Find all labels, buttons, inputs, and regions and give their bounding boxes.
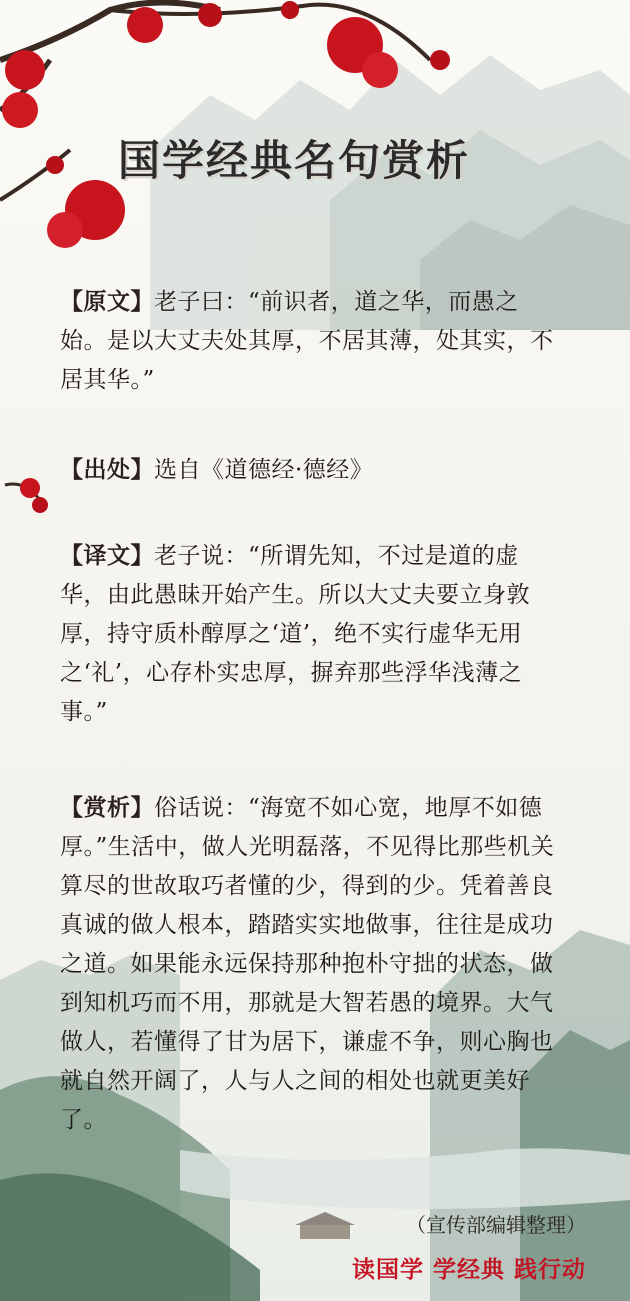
section-label: 【原文】 xyxy=(60,288,154,315)
section-body: 选自《道德经·德经》 xyxy=(154,457,374,483)
section-body: 老子曰：“前识者，道之华，而愚之始。是以大丈夫处其厚，不居其薄，处其实，不居其华。” xyxy=(60,289,554,393)
section-body: 俗话说：“海宽不如心宽，地厚不如德厚。”生活中，做人光明磊落，不见得比那些机关算尽的世故取巧者懂的少，得到的少。凭着善良真诚的做人根本，踏踏实实地做事，往往是成功之道。如果能永远保持那种抱朴守拙的状态，做到知机巧而不用，那就是大智若愚的境界。大气做人，若懂得了甘为居下，谦虚不争，则心胸也就自然开阔了，人与人之间的相处也就更美好了。 xyxy=(60,795,555,1133)
section-original-text xyxy=(60,282,565,400)
section-source xyxy=(60,450,565,490)
section-body: 老子说：“所谓先知，不过是道的虚华，由此愚昧开始产生。所以大丈夫要立身敦厚，持守质朴醇厚之‘道’，绝不实行虚华无用之‘礼’，心存朴实忠厚，摒弃那些浮华浅薄之事。” xyxy=(60,543,530,725)
section-label: 【出处】 xyxy=(60,456,154,483)
page-title: 国学经典名句赏析 xyxy=(118,136,471,185)
slogan: 读国学 学经典 践行动 xyxy=(351,1257,586,1283)
editor-credit: （宣传部编辑整理） xyxy=(406,1213,586,1237)
section-label: 【赏析】 xyxy=(60,794,154,821)
section-translation xyxy=(60,536,565,732)
section-appreciation xyxy=(60,788,565,1140)
section-label: 【译文】 xyxy=(60,542,154,569)
